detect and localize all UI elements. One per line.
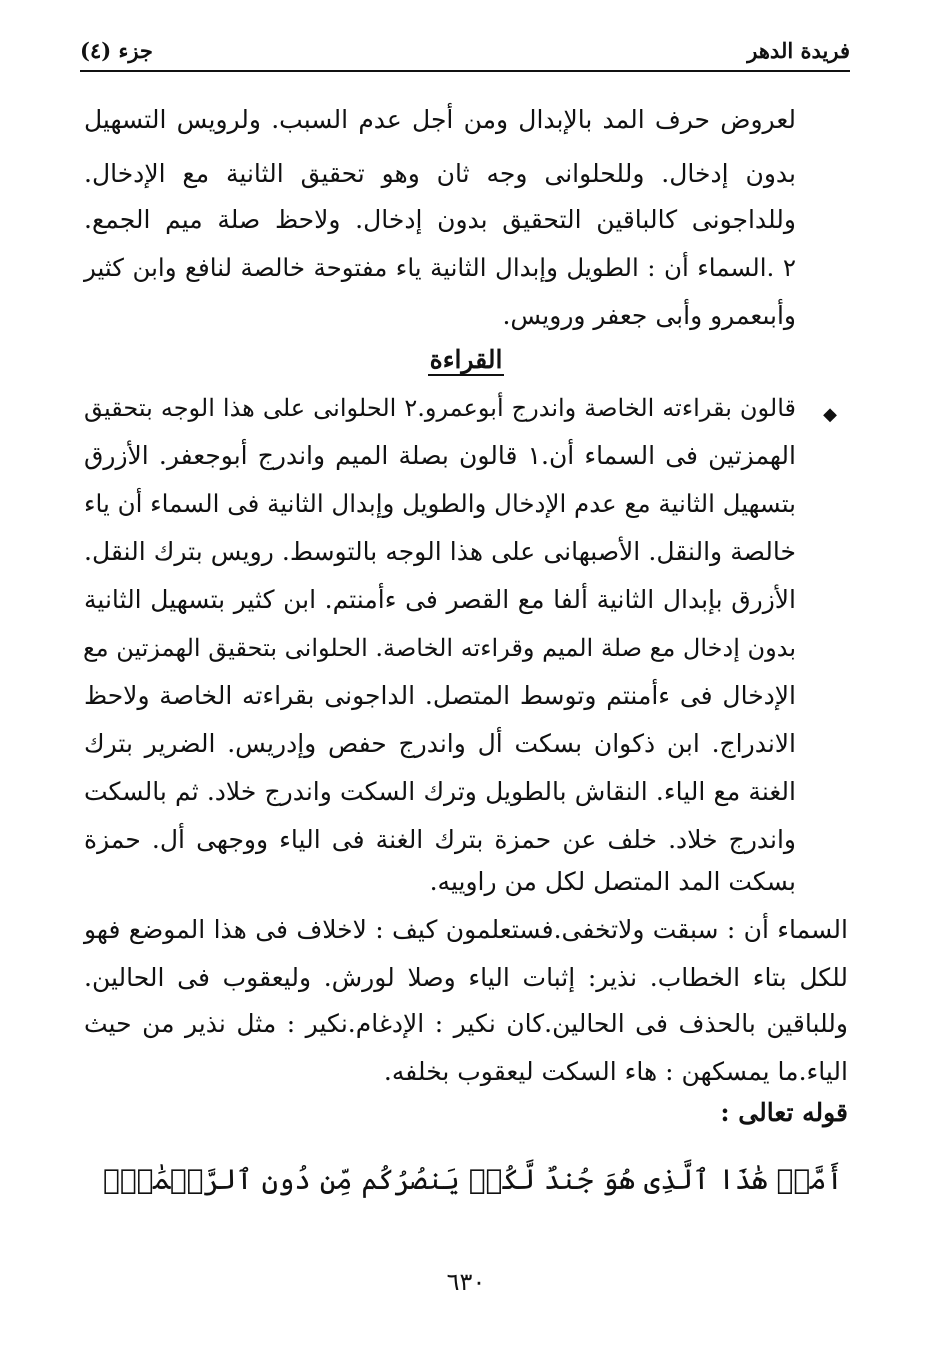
volume-label: جزء (٤) bbox=[80, 37, 153, 63]
text-line: السماء أن : سبقت ولاتخفى.فستعلمون كيف : لاخلاف فى هذا الموضع فهو bbox=[84, 915, 848, 944]
text-line: الياء.ما يمسكهن : هاء السكت ليعقوب بخلفه. bbox=[383, 1057, 848, 1086]
page-number: ٦٣٠ bbox=[446, 1268, 486, 1296]
book-title: فريدة الدهر bbox=[747, 37, 850, 63]
text-line: وأبىعمرو وأبى جعفر ورويس. bbox=[502, 301, 796, 330]
text-line: الاندراج. ابن ذكوان بسكت أل واندرج حفص وإدريس. الضرير بترك bbox=[84, 729, 796, 758]
diamond-bullet-icon: ◆ bbox=[823, 404, 837, 425]
text-line: وللداجونى كالباقين التحقيق بدون إدخال. ولاحظ صلة ميم الجمع. bbox=[84, 205, 796, 234]
text-line: للكل بتاء الخطاب. نذير: إثبات الياء وصلا لورش. وليعقوب فى الحالين. bbox=[84, 963, 848, 992]
text-line: بدون إدخال مع صلة الميم وقراءته الخاصة. الحلوانى بتحقيق الهمزتين مع bbox=[82, 634, 796, 662]
text-line: قالون بقراءته الخاصة واندرج أبوعمرو.٢ الحلوانى على هذا الوجه بتحقيق bbox=[84, 394, 797, 422]
text-line: الهمزتين فى السماء أن.١ قالون بصلة الميم واندرج أبوجعفر. الأزرق bbox=[84, 441, 796, 470]
quote-label: قوله تعالى : bbox=[720, 1098, 848, 1127]
text-line: الغنة مع الياء. النقاش بالطويل وترك السكت واندرج خلاد. ثم بالسكت bbox=[84, 777, 796, 806]
text-line: ٢ .السماء أن : الطويل وإبدال الثانية ياء مفتوحة خالصة لنافع وابن كثير bbox=[84, 253, 796, 282]
text-line: بسكت المد المتصل لكل من راوييه. bbox=[429, 867, 796, 896]
header-rule bbox=[80, 70, 850, 72]
text-line: بدون إدخال. وللحلوانى وجه ثان وهو تحقيق الثانية مع الإدخال. bbox=[84, 159, 796, 188]
text-line: وللباقين بالحذف فى الحالين.كان نكير : الإدغام.نكير : مثل نذير من حيث bbox=[84, 1009, 848, 1038]
text-line: الأزرق بإبدال الثانية ألفا مع القصر فى ءأمنتم. ابن كثير بتسهيل الثانية bbox=[84, 585, 796, 614]
running-header bbox=[80, 30, 850, 70]
text-line: واندرج خلاد. خلف عن حمزة بترك الغنة فى الياء ووجهى أل. حمزة bbox=[84, 825, 796, 854]
text-line: خالصة والنقل. الأصبهانى على هذا الوجه بالتوسط. رويس بترك النقل. bbox=[84, 537, 796, 566]
section-heading: القراءة bbox=[429, 345, 503, 374]
text-line: لعروض حرف المد بالإبدال ومن أجل عدم السبب. ولرويس التسهيل bbox=[84, 105, 796, 134]
text-line: بتسهيل الثانية مع عدم الإدخال والطويل وإبدال الثانية فى السماء أن ياء bbox=[83, 489, 796, 518]
text-line: الإدخال فى ءأمنتم وتوسط المتصل. الداجونى بقراءته الخاصة ولاحظ bbox=[84, 681, 796, 710]
quran-verse: أَمَّنۡ هَٰذَا ٱلَّذِى هُوَ جُندٌ لَّكُمۡ يَنصُرُكُم مِّن دُونِ ٱلرَّحۡمَٰنِۚ bbox=[103, 1163, 843, 1196]
